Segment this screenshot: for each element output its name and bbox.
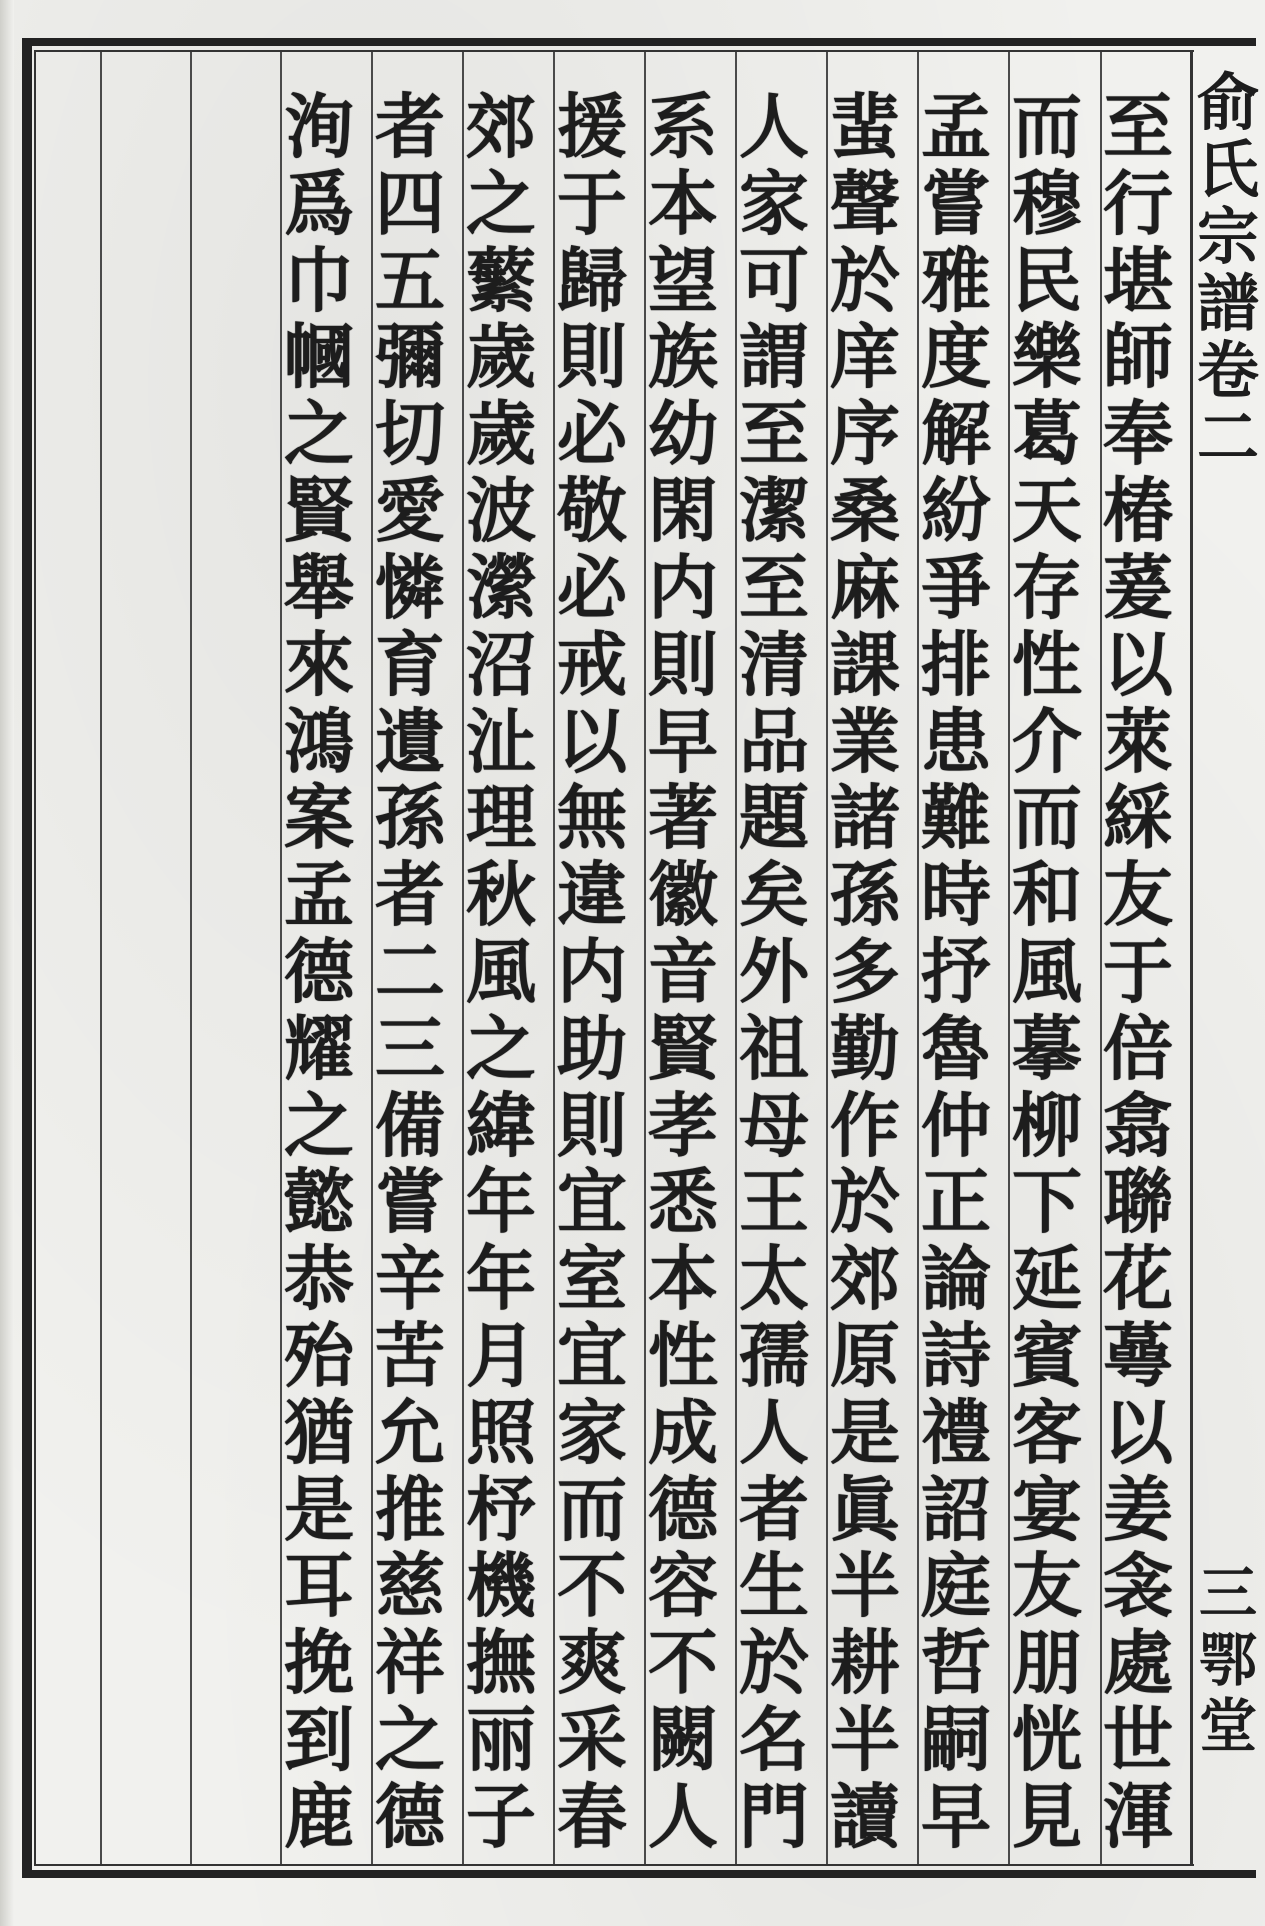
character: 德 [375, 1774, 445, 1858]
character: 來 [284, 622, 354, 706]
character: 渾 [1103, 1774, 1173, 1858]
character: 推 [375, 1467, 445, 1551]
character: 人 [739, 1390, 809, 1474]
character: 孟 [284, 853, 354, 937]
character: 沼 [466, 622, 536, 706]
character: 賢 [648, 1006, 718, 1090]
margin-title-character: 卷 [1197, 333, 1260, 407]
character: 禮 [921, 1390, 991, 1474]
character: 序 [830, 392, 900, 476]
character: 紛 [921, 469, 991, 553]
character: 友 [1103, 853, 1173, 937]
character: 排 [921, 622, 991, 706]
character: 魯 [921, 1006, 991, 1090]
character: 麻 [830, 545, 900, 629]
character: 椿 [1103, 469, 1173, 553]
character: 歸 [557, 238, 627, 322]
character: 嗣 [921, 1698, 991, 1782]
character: 郊 [830, 1237, 900, 1321]
character: 備 [375, 1083, 445, 1167]
character: 原 [830, 1314, 900, 1397]
character: 春 [557, 1774, 627, 1858]
character: 友 [1012, 1544, 1082, 1628]
character: 郊 [466, 85, 536, 168]
character: 瀠 [466, 545, 536, 629]
text-column [906, 85, 1006, 1858]
character: 潔 [739, 469, 809, 553]
character: 鹿 [284, 1774, 354, 1858]
character: 無 [557, 776, 627, 860]
character: 人 [739, 85, 809, 168]
character: 不 [557, 1544, 627, 1628]
character: 家 [739, 161, 809, 245]
character: 母 [739, 1083, 809, 1167]
character: 論 [921, 1237, 991, 1321]
center-fold-line [1190, 50, 1193, 1866]
character: 孫 [375, 776, 445, 860]
character: 賓 [1012, 1314, 1082, 1397]
character: 庭 [921, 1544, 991, 1628]
character: 耳 [284, 1544, 354, 1628]
hall-name-character: 三 [1198, 1559, 1257, 1627]
character: 葛 [1012, 392, 1082, 476]
character: 翕 [1103, 1083, 1173, 1167]
hall-name-character: 鄂 [1198, 1625, 1257, 1694]
character: 機 [466, 1544, 536, 1628]
character: 者 [739, 1467, 809, 1551]
character: 王 [739, 1160, 809, 1244]
character: 穆 [1012, 161, 1082, 245]
character: 緯 [466, 1083, 536, 1167]
character: 宜 [557, 1160, 627, 1244]
character: 五 [375, 238, 445, 322]
character: 音 [648, 929, 718, 1013]
character: 慈 [375, 1544, 445, 1628]
character: 外 [739, 929, 809, 1013]
margin-title [1197, 66, 1260, 474]
character: 蕚 [1103, 1314, 1173, 1397]
character: 之 [466, 1006, 536, 1090]
character: 世 [1103, 1698, 1173, 1782]
character: 舉 [284, 545, 354, 629]
character: 雅 [921, 238, 991, 322]
character: 案 [284, 776, 354, 860]
character: 耕 [830, 1621, 900, 1705]
character: 賢 [284, 469, 354, 553]
character: 憐 [375, 545, 445, 629]
character: 育 [375, 622, 445, 706]
character: 系 [648, 85, 718, 168]
character: 奉 [1103, 392, 1173, 476]
character: 仲 [921, 1083, 991, 1167]
character: 勤 [830, 1006, 900, 1090]
character: 愛 [375, 469, 445, 553]
character: 幼 [648, 392, 718, 476]
character: 四 [375, 161, 445, 245]
character: 爽 [557, 1621, 627, 1705]
character: 波 [466, 469, 536, 553]
character: 綵 [1103, 776, 1173, 860]
character: 哲 [921, 1621, 991, 1705]
character: 課 [830, 622, 900, 706]
character: 耀 [284, 1006, 354, 1090]
character: 則 [557, 315, 627, 399]
character: 采 [557, 1698, 627, 1782]
hall-name-character: 堂 [1198, 1692, 1257, 1761]
character: 三 [375, 1006, 445, 1090]
character: 之 [284, 1083, 354, 1167]
character: 和 [1012, 853, 1082, 937]
character: 懿 [284, 1160, 354, 1244]
character: 半 [830, 1544, 900, 1628]
character: 於 [830, 238, 900, 322]
character: 之 [375, 1698, 445, 1782]
character: 存 [1012, 545, 1082, 629]
character: 至 [739, 392, 809, 476]
text-column [360, 85, 460, 1858]
character: 二 [375, 929, 445, 1013]
character: 讀 [830, 1774, 900, 1858]
character: 悉 [648, 1160, 718, 1244]
margin-title-character: 譜 [1197, 266, 1260, 340]
character: 萊 [1103, 699, 1173, 783]
character: 於 [830, 1160, 900, 1244]
text-column [815, 85, 915, 1858]
character: 是 [284, 1467, 354, 1551]
character: 多 [830, 929, 900, 1013]
character: 詔 [921, 1467, 991, 1551]
character: 生 [739, 1544, 809, 1628]
character: 容 [648, 1544, 718, 1628]
character: 題 [739, 776, 809, 860]
text-column [997, 85, 1097, 1858]
character: 鴻 [284, 699, 354, 783]
character: 洵 [284, 85, 354, 168]
character: 名 [739, 1698, 809, 1782]
character: 蘩 [466, 238, 536, 322]
character: 于 [1103, 929, 1173, 1013]
character: 衾 [1103, 1544, 1173, 1628]
character: 摹 [1012, 1006, 1082, 1090]
character: 戒 [557, 622, 627, 706]
character: 諸 [830, 776, 900, 860]
character: 則 [557, 1083, 627, 1167]
margin-title-character: 宗 [1197, 199, 1260, 273]
character: 必 [557, 545, 627, 629]
character: 室 [557, 1237, 627, 1321]
character: 不 [648, 1621, 718, 1705]
character: 聲 [830, 161, 900, 245]
character: 性 [648, 1314, 718, 1397]
character: 患 [921, 699, 991, 783]
character: 歲 [466, 392, 536, 476]
character: 巾 [284, 238, 354, 322]
character: 照 [466, 1390, 536, 1474]
character: 宜 [557, 1314, 627, 1397]
character: 内 [557, 929, 627, 1013]
character: 性 [1012, 622, 1082, 706]
margin-title-character: 俞 [1197, 66, 1260, 139]
character: 而 [1012, 776, 1082, 860]
character: 爲 [284, 161, 354, 245]
character: 清 [739, 622, 809, 706]
character: 堪 [1103, 238, 1173, 322]
character: 以 [1103, 1390, 1173, 1474]
character: 援 [557, 85, 627, 168]
character: 至 [1103, 85, 1173, 168]
character: 月 [466, 1314, 536, 1397]
character: 可 [739, 238, 809, 322]
character: 辛 [375, 1237, 445, 1321]
character: 祥 [375, 1621, 445, 1705]
character: 必 [557, 392, 627, 476]
character: 恍 [1012, 1698, 1082, 1782]
column-rule [190, 52, 192, 1864]
character: 延 [1012, 1237, 1082, 1321]
character: 挽 [284, 1621, 354, 1705]
character: 之 [466, 161, 536, 245]
text-column [1088, 85, 1188, 1858]
character: 違 [557, 853, 627, 937]
character: 以 [557, 699, 627, 783]
character: 則 [648, 622, 718, 706]
character: 而 [557, 1467, 627, 1551]
character: 抒 [921, 929, 991, 1013]
character: 闕 [648, 1698, 718, 1782]
character: 風 [466, 929, 536, 1013]
character: 遺 [375, 699, 445, 783]
character: 半 [830, 1698, 900, 1782]
character: 允 [375, 1390, 445, 1474]
text-column [724, 85, 824, 1858]
character: 著 [648, 776, 718, 860]
character: 門 [739, 1774, 809, 1858]
character: 人 [648, 1774, 718, 1858]
character: 業 [830, 699, 900, 783]
character: 於 [739, 1621, 809, 1705]
margin-title-character: 二 [1197, 400, 1260, 474]
character: 矣 [739, 853, 809, 937]
character: 祖 [739, 1006, 809, 1090]
character: 切 [375, 392, 445, 476]
character: 于 [557, 161, 627, 245]
character: 處 [1103, 1621, 1173, 1705]
character: 理 [466, 776, 536, 860]
character: 萲 [1103, 545, 1173, 629]
character: 孟 [921, 85, 991, 168]
character: 家 [557, 1390, 627, 1474]
character: 師 [1103, 315, 1173, 399]
character: 樂 [1012, 315, 1082, 399]
character: 族 [648, 315, 718, 399]
character: 花 [1103, 1237, 1173, 1321]
character: 民 [1012, 238, 1082, 322]
character: 望 [648, 238, 718, 322]
character: 子 [466, 1774, 536, 1858]
character: 而 [1012, 85, 1082, 168]
character: 秋 [466, 853, 536, 937]
text-column [269, 85, 369, 1858]
character: 桑 [830, 469, 900, 553]
character: 猶 [284, 1390, 354, 1474]
character: 彌 [375, 315, 445, 399]
character: 度 [921, 315, 991, 399]
character: 徽 [648, 853, 718, 937]
character: 天 [1012, 469, 1082, 553]
character: 宴 [1012, 1467, 1082, 1551]
margin-title-character: 氏 [1197, 132, 1260, 206]
character: 孝 [648, 1083, 718, 1167]
character: 難 [921, 776, 991, 860]
character: 者 [375, 85, 445, 168]
character: 丽 [466, 1698, 536, 1782]
character: 見 [1012, 1774, 1082, 1858]
character: 敬 [557, 469, 627, 553]
character: 孫 [830, 853, 900, 937]
character: 聯 [1103, 1160, 1173, 1244]
character: 行 [1103, 161, 1173, 245]
character: 閑 [648, 469, 718, 553]
character: 德 [648, 1467, 718, 1551]
text-column [633, 85, 733, 1858]
character: 杼 [466, 1467, 536, 1551]
character: 品 [739, 699, 809, 783]
character: 太 [739, 1237, 809, 1321]
character: 殆 [284, 1314, 354, 1397]
margin-hall-name [1198, 1560, 1258, 1760]
character: 柳 [1012, 1083, 1082, 1167]
character: 内 [648, 545, 718, 629]
character: 謂 [739, 315, 809, 399]
text-column [451, 85, 551, 1858]
character: 正 [921, 1160, 991, 1244]
character: 風 [1012, 929, 1082, 1013]
character: 早 [648, 699, 718, 783]
character: 時 [921, 853, 991, 937]
character: 本 [648, 161, 718, 245]
character: 朋 [1012, 1621, 1082, 1705]
character: 倍 [1103, 1006, 1173, 1090]
character: 詩 [921, 1314, 991, 1397]
character: 恭 [284, 1237, 354, 1321]
text-column [542, 85, 642, 1858]
character: 歲 [466, 315, 536, 399]
character: 姜 [1103, 1467, 1173, 1551]
character: 年 [466, 1237, 536, 1321]
character: 成 [648, 1390, 718, 1474]
character: 庠 [830, 315, 900, 399]
character: 早 [921, 1774, 991, 1858]
character: 介 [1012, 699, 1082, 783]
character: 爭 [921, 545, 991, 629]
character: 到 [284, 1698, 354, 1782]
character: 嘗 [375, 1160, 445, 1244]
character: 嘗 [921, 161, 991, 245]
character: 助 [557, 1006, 627, 1090]
character: 之 [284, 392, 354, 476]
page-binding-edge [0, 0, 14, 1926]
character: 本 [648, 1237, 718, 1321]
character: 解 [921, 392, 991, 476]
character: 下 [1012, 1160, 1082, 1244]
column-rule [100, 52, 102, 1864]
character: 客 [1012, 1390, 1082, 1474]
character: 作 [830, 1083, 900, 1167]
character: 以 [1103, 622, 1173, 706]
character: 年 [466, 1160, 536, 1244]
character: 撫 [466, 1621, 536, 1705]
character: 沚 [466, 699, 536, 783]
character: 孺 [739, 1314, 809, 1397]
character: 者 [375, 853, 445, 937]
character: 德 [284, 929, 354, 1013]
character: 苦 [375, 1314, 445, 1397]
character: 是 [830, 1390, 900, 1474]
character: 至 [739, 545, 809, 629]
character: 眞 [830, 1467, 900, 1551]
character: 蜚 [830, 85, 900, 168]
character: 幗 [284, 315, 354, 399]
